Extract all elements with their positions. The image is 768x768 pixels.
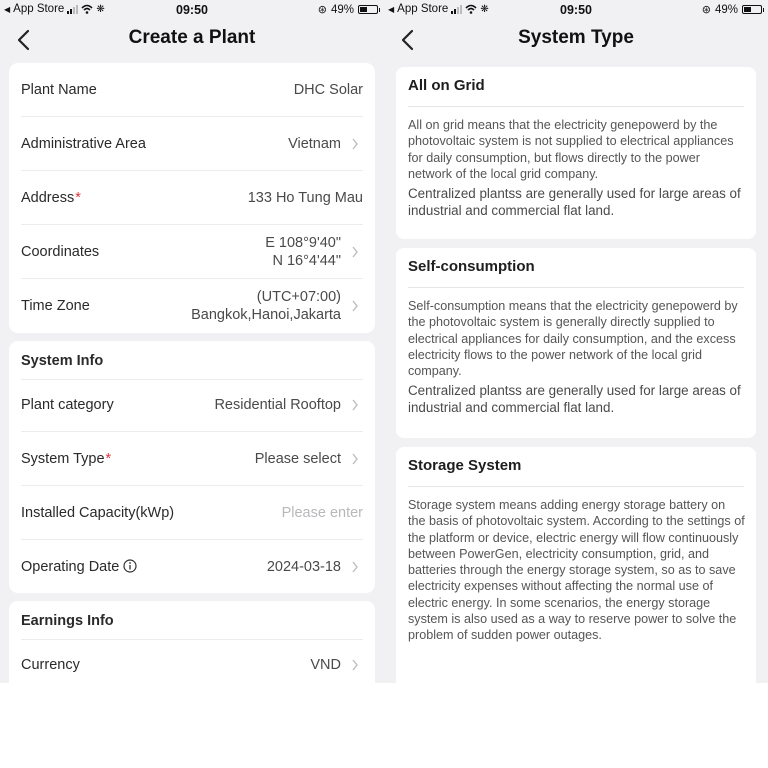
option-note: Centralized plantss are generally used for large areas of industrial and commercial flat land.	[408, 383, 741, 415]
time-zone-label: Time Zone	[21, 298, 90, 314]
system-type-value: Please select	[254, 451, 341, 467]
system-type-screen	[384, 0, 768, 683]
plant-name-value[interactable]: DHC Solar	[293, 82, 363, 98]
system-info-card	[9, 341, 375, 593]
option-title: Storage System	[408, 457, 522, 474]
system-type-row[interactable]	[21, 432, 363, 486]
system-type-label-text: System Type	[21, 451, 105, 467]
nav-bar	[0, 20, 384, 60]
time-zone-offset: (UTC+07:00)	[256, 289, 341, 305]
currency-value: VND	[310, 657, 341, 673]
plant-category-row[interactable]	[21, 378, 363, 432]
loading-spinner-icon: ❋	[96, 3, 105, 15]
coordinates-value	[265, 225, 341, 279]
operating-date-label-text: Operating Date	[21, 559, 120, 575]
chevron-right-icon	[351, 399, 359, 411]
chevron-right-icon	[351, 561, 359, 573]
page-title: Create a Plant	[128, 27, 256, 48]
administrative-area-label: Administrative Area	[21, 136, 146, 152]
chevron-right-icon	[351, 246, 359, 258]
option-note: Centralized plantss are generally used for large areas of industrial and commercial flat land.	[408, 186, 741, 218]
option-storage-system[interactable]	[396, 447, 756, 683]
system-type-label	[21, 432, 111, 486]
currency-label: Currency	[21, 657, 80, 673]
page-title: System Type	[518, 27, 634, 48]
status-bar	[384, 0, 768, 20]
address-value[interactable]: 133 Ho Tung Mau	[247, 190, 363, 206]
option-description: Storage system means adding energy storage battery on the basis of photovoltaic system. According to the settings of the platform or device, electric energy will flow continuously between PowerGen, electricity consumption, grid, and batteries through the energy storage system, so as to save electricity expenses without affecting the normal use of electric energy. In some scenarios, the energy storage system is also used as a way to reserve power to solve the problem of sudden power outages.	[408, 498, 745, 643]
divider	[408, 486, 744, 487]
loading-spinner-icon: ❋	[480, 3, 489, 15]
currency-row[interactable]	[21, 638, 363, 683]
administrative-area-value: Vietnam	[288, 136, 341, 152]
address-label	[21, 171, 81, 225]
battery-icon	[742, 5, 762, 14]
back-to-app-label[interactable]: App Store	[13, 3, 65, 15]
chevron-right-icon	[351, 138, 359, 150]
plant-category-label: Plant category	[21, 397, 114, 413]
installed-capacity-row[interactable]	[21, 486, 363, 540]
info-icon[interactable]	[123, 559, 137, 573]
coordinates-row[interactable]	[21, 225, 363, 279]
back-to-app-arrow-icon[interactable]: ◀	[4, 4, 11, 14]
option-description: Self-consumption means that the electricity genepowerd by the photovoltaic system is generally directly supplied to electrical appliances for daily consumption, and the excess electricity flows to the power network of the local grid company.	[408, 299, 738, 379]
coordinates-label: Coordinates	[21, 244, 100, 260]
screen-lock-icon: ⊛	[701, 4, 711, 16]
required-asterisk: *	[75, 190, 81, 206]
option-self-consumption[interactable]	[396, 248, 756, 438]
battery-percent: 49%	[330, 3, 354, 16]
create-plant-screen	[0, 0, 384, 683]
administrative-area-row[interactable]	[21, 117, 363, 171]
longitude-value: E 108°9'40"	[265, 235, 341, 251]
installed-capacity-label: Installed Capacity(kWp)	[21, 505, 175, 521]
chevron-right-icon	[351, 659, 359, 671]
plant-name-label: Plant Name	[21, 82, 97, 98]
operating-date-value: 2024-03-18	[266, 559, 341, 575]
chevron-right-icon	[351, 453, 359, 465]
battery-percent: 49%	[714, 3, 738, 16]
required-asterisk: *	[105, 451, 112, 467]
status-time: 09:50	[560, 3, 592, 17]
chevron-right-icon	[351, 300, 359, 312]
system-info-heading: System Info	[21, 353, 104, 369]
status-bar	[0, 0, 384, 20]
battery-icon	[358, 5, 378, 14]
nav-bar	[384, 20, 768, 60]
back-to-app-arrow-icon[interactable]: ◀	[388, 4, 395, 14]
plant-name-row[interactable]	[21, 63, 363, 117]
address-row[interactable]	[21, 171, 363, 225]
time-zone-cities: Bangkok,Hanoi,Jakarta	[191, 307, 341, 323]
address-label-text: Address	[21, 190, 75, 206]
plant-basic-card	[9, 63, 375, 333]
option-description: All on grid means that the electricity genepowerd by the photovoltaic system is not supplied to electrical appliances for daily consumption, but flows directly to the power network of the local grid company.	[408, 118, 734, 181]
option-all-on-grid[interactable]	[396, 67, 756, 239]
back-to-app-label[interactable]: App Store	[397, 3, 449, 15]
installed-capacity-input[interactable]: Please enter	[281, 505, 363, 521]
status-time: 09:50	[176, 3, 208, 17]
earnings-info-heading: Earnings Info	[21, 613, 114, 629]
plant-category-value: Residential Rooftop	[214, 397, 341, 413]
divider	[408, 287, 744, 288]
time-zone-value	[191, 279, 341, 333]
screen-lock-icon: ⊛	[317, 4, 327, 16]
operating-date-row[interactable]	[21, 540, 363, 593]
option-title: Self-consumption	[408, 258, 535, 275]
divider	[408, 106, 744, 107]
operating-date-label	[21, 540, 137, 593]
earnings-info-card	[9, 601, 375, 683]
option-title: All on Grid	[408, 77, 485, 94]
time-zone-row[interactable]	[21, 279, 363, 333]
latitude-value: N 16°4'44"	[272, 253, 341, 269]
